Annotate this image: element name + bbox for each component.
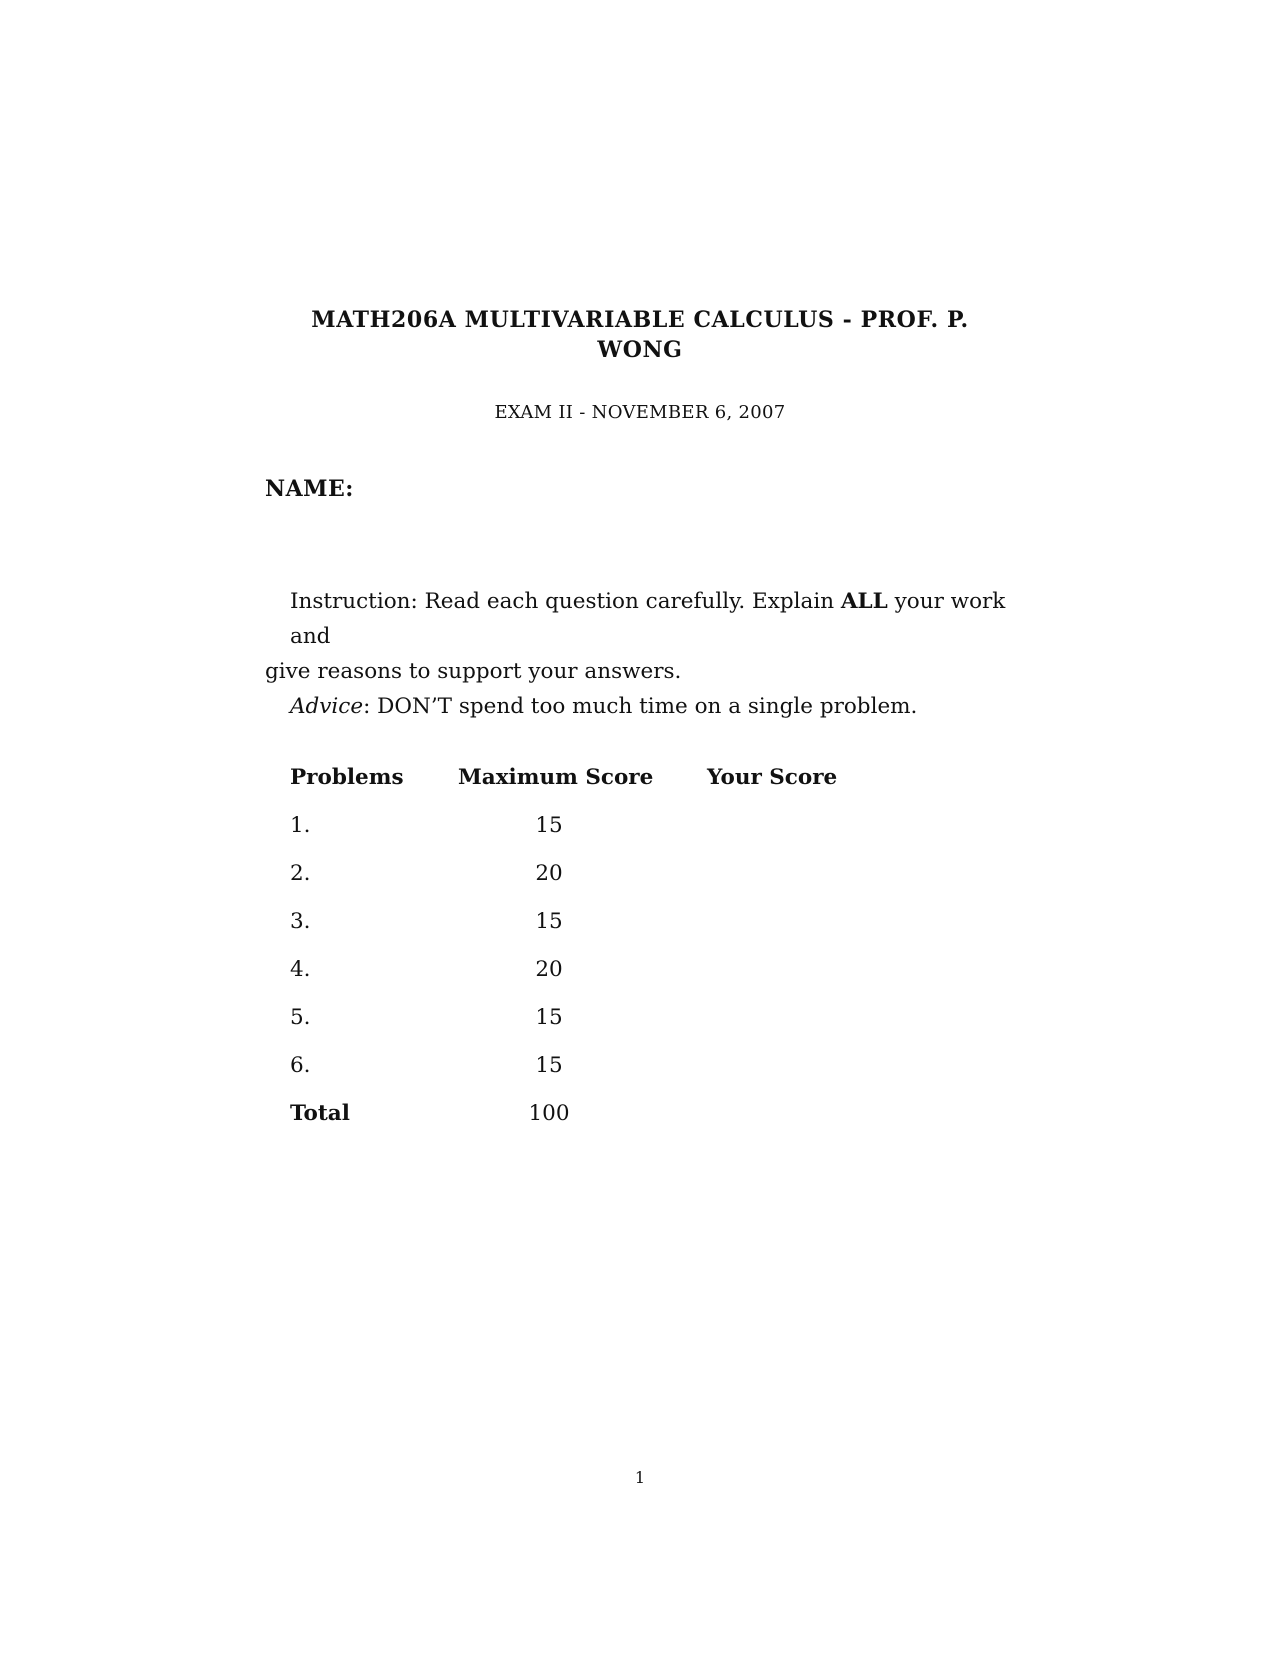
problem-number: 3. [290, 909, 311, 934]
total-maximum-score: 100 [528, 1101, 570, 1126]
exam-subtitle: EXAM II - NOVEMBER 6, 2007 [494, 402, 786, 423]
instruction-line-1 [265, 584, 1025, 654]
problem-number: 6. [290, 1053, 311, 1078]
instruction-text-suffix: your work and [290, 589, 1006, 649]
maximum-score: 15 [535, 813, 563, 838]
instruction-emphasis: ALL [840, 589, 888, 614]
maximum-score: 15 [535, 1005, 563, 1030]
maximum-score: 15 [535, 1053, 563, 1078]
column-header-your-score: Your Score [707, 765, 838, 790]
column-header-problems: Problems [290, 765, 404, 790]
problem-number: 4. [290, 957, 311, 982]
problem-number: 2. [290, 861, 311, 886]
maximum-score: 15 [535, 909, 563, 934]
problem-number: 1. [290, 813, 311, 838]
instruction-line-2: give reasons to support your answers. [265, 659, 682, 684]
instruction-text-prefix: Instruction: Read each question carefully. Explain [290, 589, 841, 614]
total-label: Total [290, 1101, 350, 1126]
column-header-maximum-score: Maximum Score [458, 765, 654, 790]
advice-text: : DON’T spend too much time on a single problem. [363, 694, 918, 719]
instructions-block [265, 584, 1025, 724]
advice-line [265, 689, 1025, 724]
advice-label: Advice [290, 694, 364, 719]
exam-title-line-1: MATH206A MULTIVARIABLE CALCULUS - PROF. P. [311, 307, 969, 333]
maximum-score: 20 [535, 861, 563, 886]
page-number: 1 [634, 1468, 646, 1487]
exam-title-line-2: WONG [597, 337, 683, 363]
name-label: NAME: [265, 476, 354, 502]
problem-number: 5. [290, 1005, 311, 1030]
maximum-score: 20 [535, 957, 563, 982]
